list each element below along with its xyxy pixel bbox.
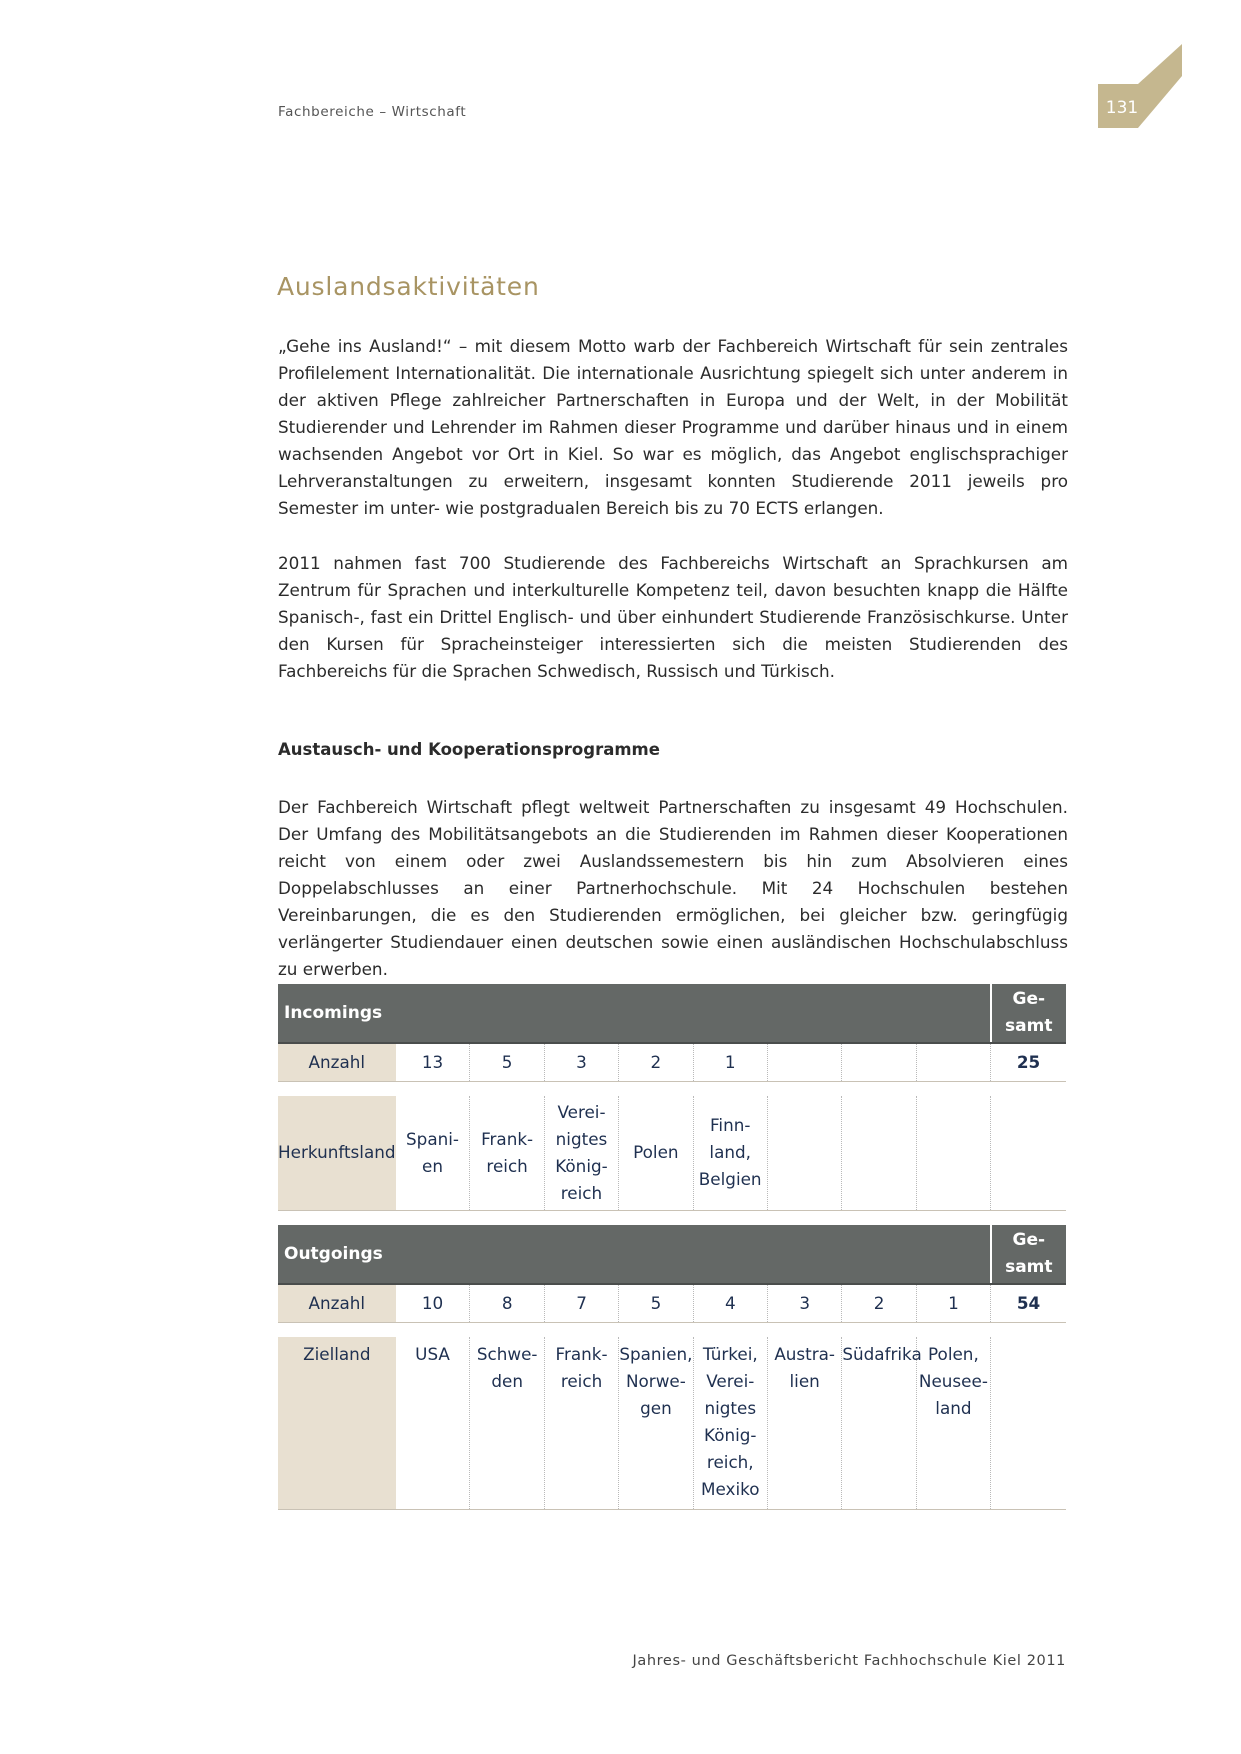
outgoings-count-cell: 2 (842, 1284, 916, 1323)
page-number: 131 (1105, 98, 1139, 118)
outgoings-count-cell: 5 (619, 1284, 693, 1323)
outgoings-destination-row (278, 1337, 1066, 1510)
section-title: Auslandsaktivitäten (277, 272, 540, 301)
outgoings-title: Outgoings (278, 1225, 991, 1284)
outgoings-destination-cell: Schwe- den (470, 1337, 544, 1510)
page-number-tab (1098, 44, 1182, 128)
incomings-origin-cell (767, 1096, 841, 1210)
outgoings-count-label: Anzahl (278, 1284, 396, 1323)
incomings-origin-cell: Finn- land, Belgien (693, 1096, 767, 1210)
intro-paragraph: „Gehe ins Ausland!“ – mit diesem Motto warb der Fachbereich Wirtschaft für sein zentrales Profilelement Internationalität. Die internationale Ausrichtung spiegelt sich unter anderem in der aktiven Pflege zahlreicher Partnerschaften in Europa und der Welt, in der Mobilität Studierender und Lehrender im Rahmen dieser Programme und darüber hinaus und in einem wachsenden Angebot vor Ort in Kiel. So war es möglich, das Angebot englischsprachiger Lehrveranstaltungen zu erweitern, insgesamt konnten Studierende 2011 jeweils pro Semester im unter- wie postgradualen Bereich bis zu 70 ECTS erlangen. (278, 336, 1068, 518)
outgoings-count-cell: 1 (916, 1284, 990, 1323)
incomings-header-row (278, 984, 1066, 1043)
incomings-count-cell: 3 (544, 1043, 618, 1082)
outgoings-destination-cell: Frank- reich (544, 1337, 618, 1510)
outgoings-count-row (278, 1284, 1066, 1323)
incomings-count-row (278, 1043, 1066, 1082)
outgoings-destination-cell: Südafrika (842, 1337, 916, 1510)
incomings-origin-row (278, 1096, 1066, 1210)
incomings-count-cell: 2 (619, 1043, 693, 1082)
running-head: Fachbereiche – Wirtschaft (278, 104, 467, 120)
incomings-count-label: Anzahl (278, 1043, 396, 1082)
outgoings-destination-cell: Polen, Neusee- land (916, 1337, 990, 1510)
incomings-total-header: Ge- samt (991, 984, 1066, 1043)
incomings-origin-cell (842, 1096, 916, 1210)
page-footer: Jahres- und Geschäftsbericht Fachhochschule Kiel 2011 (632, 1653, 1066, 1669)
outgoings-count-cell: 3 (767, 1284, 841, 1323)
outgoings-destination-cell: Türkei, Verei- nigtes König- reich, Mexiko (693, 1337, 767, 1510)
incomings-count-cell (916, 1043, 990, 1082)
language-paragraph: 2011 nahmen fast 700 Studierende des Fachbereichs Wirtschaft an Sprachkursen am Zentrum für Sprachen und interkulturelle Kompetenz teil, davon besuchten knapp die Hälfte Spanisch-, fast ein Drittel Englisch- und über einhundert Studierende Französischkurse. Unter den Kursen für Spracheinsteiger interessierten sich die meisten Studierenden des Fachbereichs für die Sprachen Schwedisch, Russisch und Türkisch. (278, 553, 1068, 681)
incomings-origin-label: Herkunftsland (278, 1096, 396, 1210)
subsection-paragraph: Der Fachbereich Wirtschaft pflegt weltweit Partnerschaften zu insgesamt 49 Hochschulen. Der Umfang des Mobilitätsangebots an die Studierenden im Rahmen dieser Kooperationen reicht von einem oder zwei Auslandssemestern bis hin zum Absolvieren eines Doppelabschlusses an einer Partnerhochschule. Mit 24 Hochschulen bestehen Vereinbarungen, die es den Studierenden ermöglichen, bei gleicher bzw. geringfügig verlängerter Studiendauer einen deutschen sowie einen ausländischen Hochschulabschluss zu erwerben. (278, 797, 1068, 979)
incomings-count-cell: 5 (470, 1043, 544, 1082)
outgoings-total-cell: 54 (991, 1284, 1066, 1323)
incomings-count-cell (842, 1043, 916, 1082)
incomings-total-cell: 25 (991, 1043, 1066, 1082)
incomings-count-cell: 13 (396, 1043, 470, 1082)
outgoings-count-cell: 7 (544, 1284, 618, 1323)
outgoings-destination-cell: USA (396, 1337, 470, 1510)
outgoings-destination-cell: Spanien, Norwe- gen (619, 1337, 693, 1510)
subsection-title: Austausch- und Kooperationsprogramme (278, 740, 660, 759)
incomings-origin-cell: Polen (619, 1096, 693, 1210)
incomings-table (278, 984, 1066, 1211)
incomings-origin-total-cell (991, 1096, 1066, 1210)
incomings-title: Incomings (278, 984, 991, 1043)
incomings-origin-cell (916, 1096, 990, 1210)
outgoings-destination-label: Zielland (278, 1337, 396, 1510)
incomings-origin-cell: Frank- reich (470, 1096, 544, 1210)
outgoings-destination-cell: Austra- lien (767, 1337, 841, 1510)
incomings-origin-cell: Spani- en (396, 1096, 470, 1210)
outgoings-header-row (278, 1225, 1066, 1284)
incomings-origin-cell: Verei- nigtes König- reich (544, 1096, 618, 1210)
incomings-count-cell: 1 (693, 1043, 767, 1082)
outgoings-count-cell: 8 (470, 1284, 544, 1323)
incomings-count-cell (767, 1043, 841, 1082)
outgoings-count-cell: 4 (693, 1284, 767, 1323)
outgoings-total-header: Ge- samt (991, 1225, 1066, 1284)
outgoings-table (278, 1225, 1066, 1510)
outgoings-count-cell: 10 (396, 1284, 470, 1323)
outgoings-destination-total-cell (991, 1337, 1066, 1510)
